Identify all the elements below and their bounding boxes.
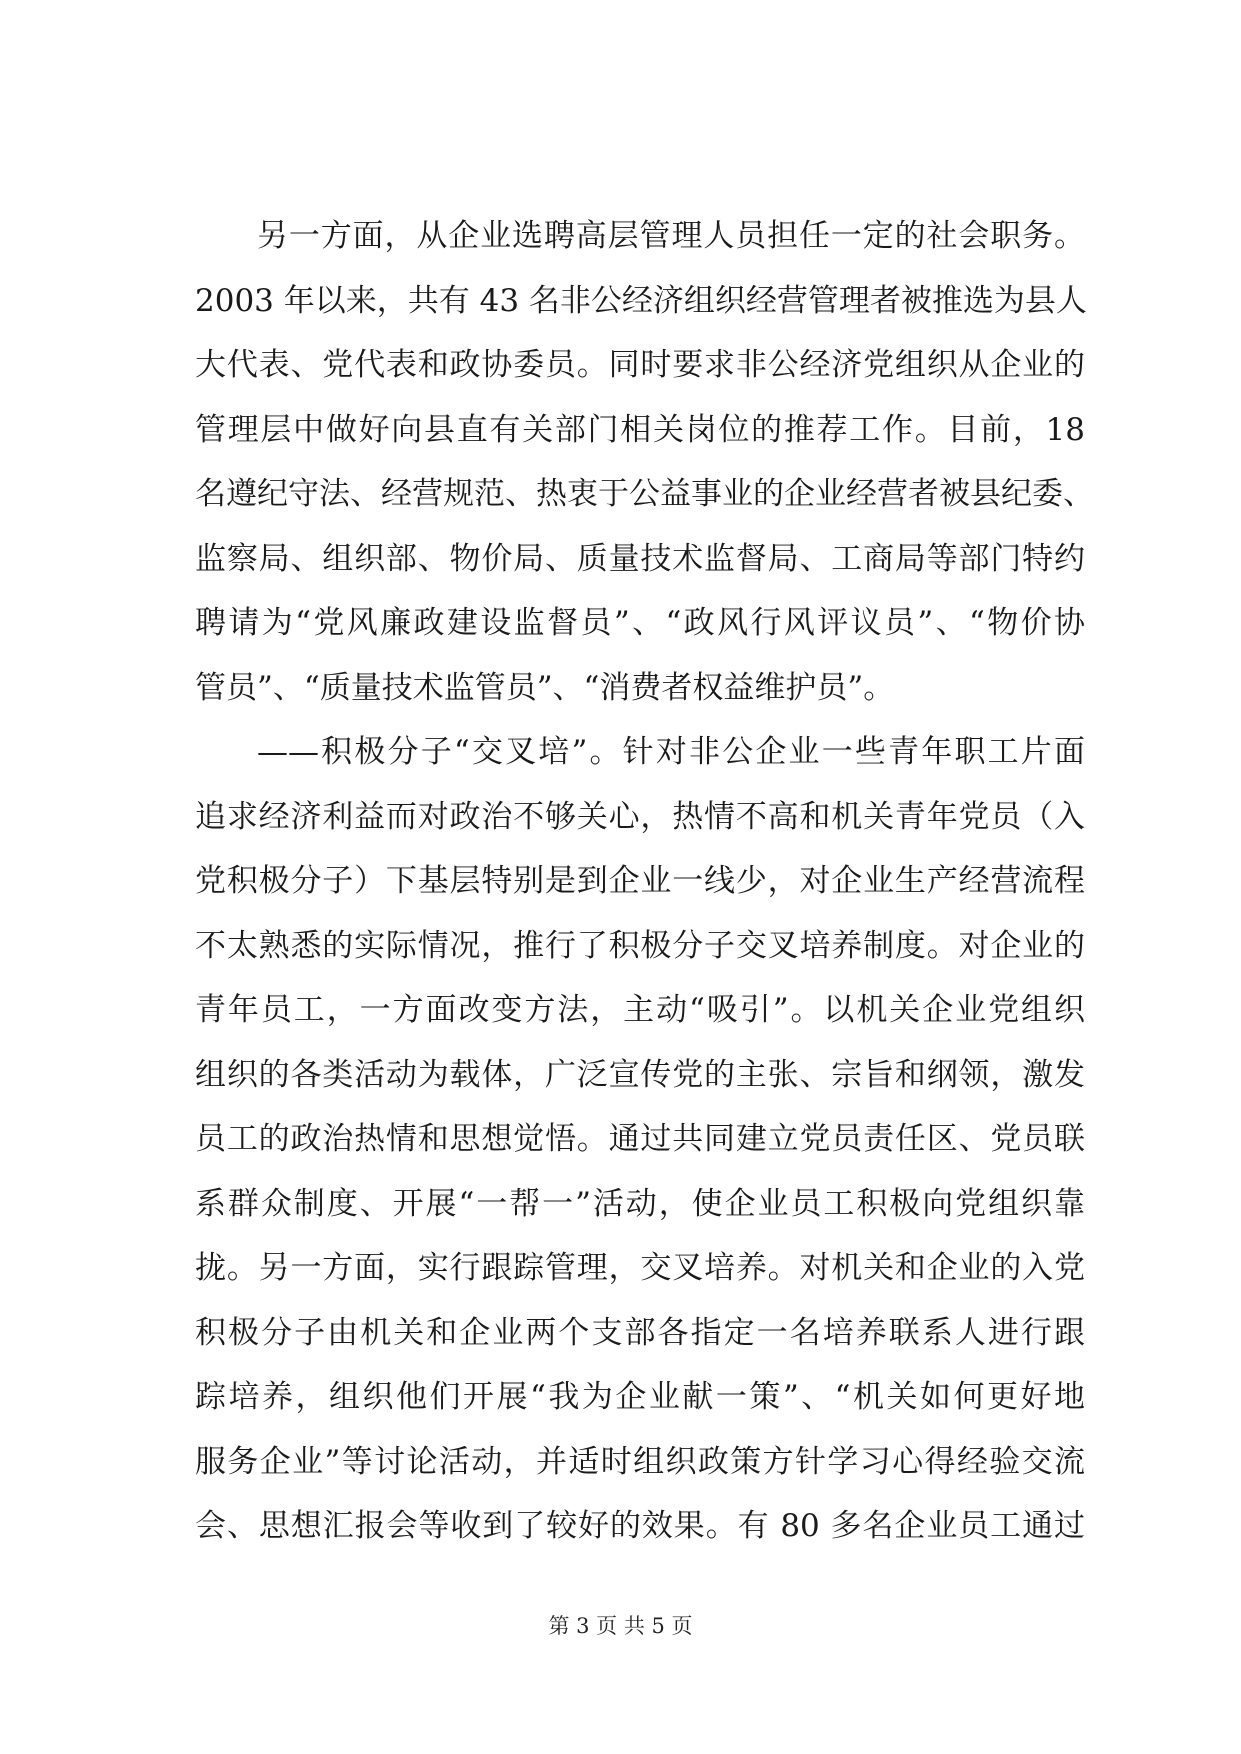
text-line: 员工的政治热情和思想觉悟。通过共同建立党员责任区、党员联 <box>195 1121 1085 1157</box>
body-text <box>195 204 1094 1559</box>
text-line: 青年员工，一方面改变方法，主动“吸引”。以机关企业党组织 <box>195 992 1085 1028</box>
text-line: 不太熟悉的实际情况，推行了积极分子交叉培养制度。对企业的 <box>195 927 1085 964</box>
text-line: ——积极分子“交叉培”。针对非公企业一些青年职工片面 <box>257 734 1085 770</box>
text-line: 2003 年以来，共有 43 名非公经济组织经营管理者被推选为县人 <box>195 282 1087 319</box>
text-line: 党积极分子）下基层特别是到企业一线少，对企业生产经营流程 <box>195 863 1085 899</box>
text-line: 积极分子由机关和企业两个支部各指定一名培养联系人进行跟 <box>195 1314 1085 1351</box>
text-line: 管理层中做好向县直有关部门相关岗位的推荐工作。目前，18 <box>195 411 1085 448</box>
text-line: 踪培养，组织他们开展“我为企业献一策”、“机关如何更好地 <box>195 1379 1085 1415</box>
text-line: 大代表、党代表和政协委员。同时要求非公经济党组织从企业的 <box>195 347 1085 383</box>
text-line: 另一方面，从企业选聘高层管理人员担任一定的社会职务。 <box>257 218 1085 254</box>
text-line: 监察局、组织部、物价局、质量技术监督局、工商局等部门特约 <box>195 540 1085 577</box>
text-line: 组织的各类活动为载体，广泛宣传党的主张、宗旨和纲领，激发 <box>195 1056 1085 1093</box>
text-line: 聘请为“党风廉政建设监督员”、“政风行风评议员”、“物价协 <box>195 605 1085 641</box>
text-line: 名遵纪守法、经营规范、热衷于公益事业的企业经营者被县纪委、 <box>195 476 1094 512</box>
text-line: 系群众制度、开展“一帮一”活动，使企业员工积极向党组织靠 <box>195 1185 1085 1222</box>
text-line: 会、思想汇报会等收到了较好的效果。有 80 多名企业员工通过 <box>195 1508 1085 1544</box>
text-line: 管员”、“质量技术监管员”、“消费者权益维护员”。 <box>195 669 895 706</box>
text-line: 追求经济利益而对政治不够关心，热情不高和机关青年党员（入 <box>195 798 1085 835</box>
text-line: 拢。另一方面，实行跟踪管理，交叉培养。对机关和企业的入党 <box>195 1250 1085 1286</box>
page-number-footer: 第 3 页 共 5 页 <box>548 1614 693 1638</box>
text-line: 服务企业”等讨论活动，并适时组织政策方针学习心得经验交流 <box>195 1443 1085 1480</box>
